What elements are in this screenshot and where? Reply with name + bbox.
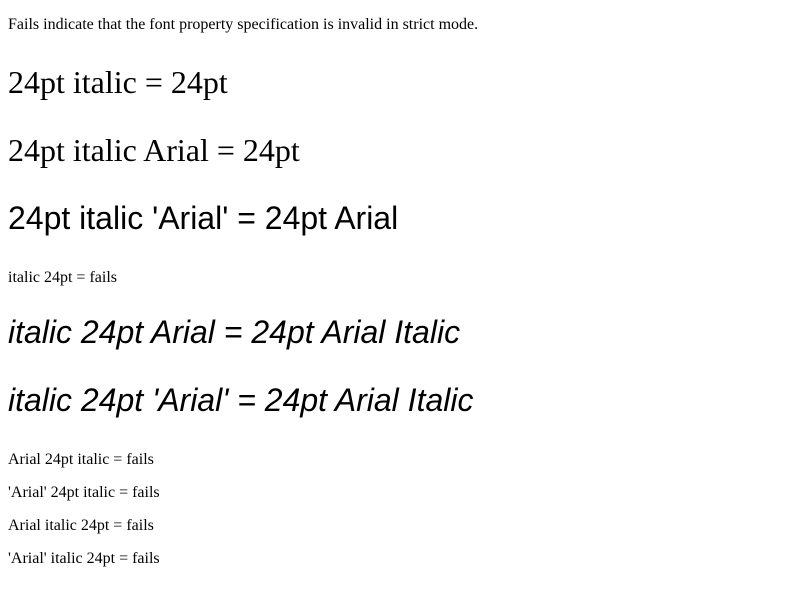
test-line-1: 24pt italic = 24pt bbox=[8, 64, 228, 100]
test-line-3: 24pt italic 'Arial' = 24pt Arial bbox=[8, 200, 399, 236]
test-line-5: italic 24pt Arial = 24pt Arial Italic bbox=[8, 314, 461, 350]
test-line-9: Arial italic 24pt = fails bbox=[8, 517, 154, 534]
test-line-6: italic 24pt 'Arial' = 24pt Arial Italic bbox=[8, 382, 474, 418]
test-line-7: Arial 24pt italic = fails bbox=[8, 451, 154, 468]
test-line-8: 'Arial' 24pt italic = fails bbox=[8, 484, 160, 501]
test-line-10: 'Arial' italic 24pt = fails bbox=[8, 550, 160, 567]
test-line-4: italic 24pt = fails bbox=[8, 269, 117, 286]
test-line-2: 24pt italic Arial = 24pt bbox=[8, 132, 300, 168]
intro-text: Fails indicate that the font property specification is invalid in strict mode. bbox=[8, 16, 479, 33]
